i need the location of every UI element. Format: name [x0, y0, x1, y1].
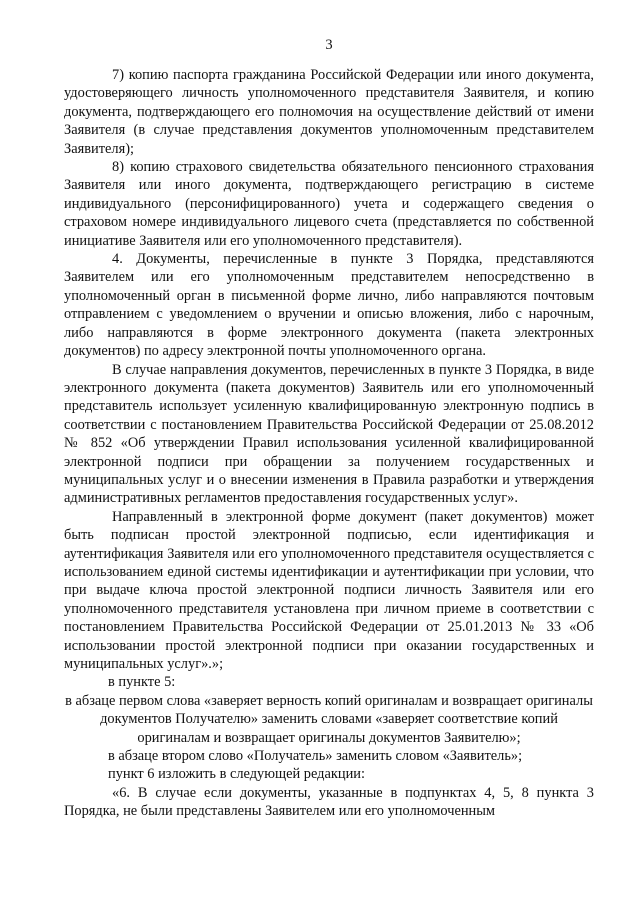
paragraph-clause-6: «6. В случае если документы, указанные в подпунктах 4, 5, 8 пункта 3 Порядка, не были представлены Заявителем или его уполномоченным: [64, 784, 594, 820]
paragraph-point-5: в пункте 5:: [108, 674, 176, 691]
page-number: 3: [325, 37, 333, 53]
paragraph-first-subparagraph: в абзаце первом слова «заверяет верность копий оригиналам и возвращает оригиналы документов Получателю» заменить словами «заверяет соответствие копий оригиналам и возвращает оригиналы документов Заявителю»;: [65, 692, 593, 746]
paragraph-point-6-intro: пункт 6 изложить в следующей редакции:: [108, 766, 365, 783]
paragraph-item-7: 7) копию паспорта гражданина Российской Федерации или иного документа, удостоверяющего личность уполномоченного представителя Заявителя, и копию документа, подтверждающего его полномочия на осуществление действий от имени Заявителя (в случае представления документов уполномоченным представителем Заявителя);: [64, 67, 594, 157]
paragraph-electronic-submission: В случае направления документов, перечисленных в пункте 3 Порядка, в виде электронного документа (пакета документов) Заявитель или его уполномоченный представитель использует усиленную квалифицированную электронную подпись в соответствии с постановлением Правительства Российской Федерации от 25.08.2012 № 852 «Об утверждении Правил использования усиленной квалифицированной электронной подписи при обращении за получением государственных и муниципальных услуг и о внесении изменения в Правила разработки и утверждения административных регламентов предоставления государственных услуг».: [64, 361, 594, 507]
paragraph-simple-signature: Направленный в электронной форме документ (пакет документов) может быть подписан простой электронной подписью, если идентификация и аутентификация Заявителя или его уполномоченного представителя осуществляется с использованием единой системы идентификации и аутентификации при условии, что при выдаче ключа простой электронной подписи личность Заявителя или его уполномоченного представителя установлена при личном приеме в соответствии с постановлением Правительства Российской Федерации от 25.01.2013 № 33 «Об использовании простой электронной подписи при оказании государственных и муниципальных услуг».»;: [64, 508, 594, 672]
paragraph-clause-4: 4. Документы, перечисленные в пункте 3 Порядка, представляются Заявителем или его уполномоченным представителем непосредственно в уполномоченный орган в письменной форме лично, либо направляются почтовым отправлением с уведомлением о вручении и описью вложения, либо с нарочным, либо направляются в форме электронного документа (пакета электронных документов) по адресу электронной почты уполномоченного органа.: [64, 251, 594, 360]
paragraph-second-subparagraph: в абзаце втором слово «Получатель» заменить словом «Заявитель»;: [108, 748, 523, 765]
paragraph-item-8: 8) копию страхового свидетельства обязательного пенсионного страхования Заявителя или иного документа, подтверждающего регистрацию в системе индивидуального (персонифицированного) учета и содержащего сведения о страховом номере индивидуального лицевого счета (представляется по собственной инициативе Заявителя или его уполномоченного представителя).: [64, 159, 594, 249]
